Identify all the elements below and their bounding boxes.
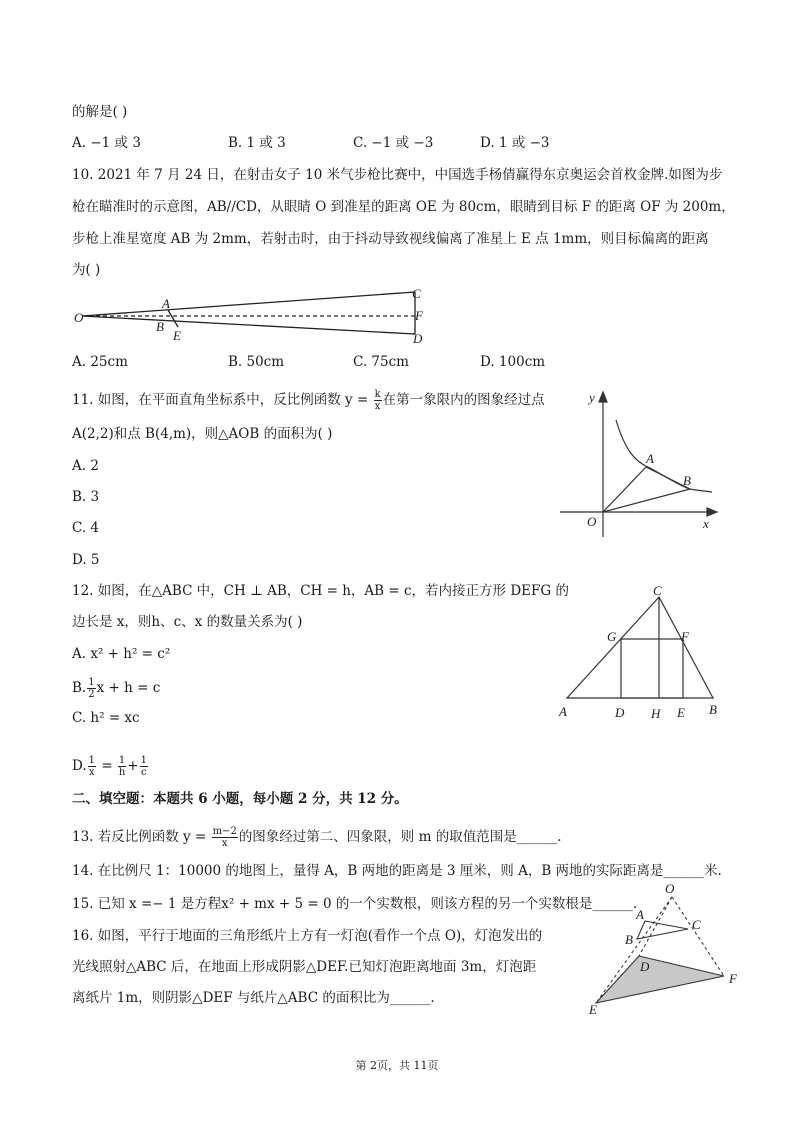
q11-suffix: 在第一象限内的图象经过点 (382, 392, 545, 408)
label-C: C (412, 286, 421, 301)
q11-option-b: B. 3 (72, 489, 100, 505)
label-E: E (589, 1002, 597, 1017)
frac-num: m−2 (212, 826, 237, 837)
equals: = (101, 758, 113, 774)
label-H: H (651, 706, 661, 721)
q11-option-a: A. 2 (72, 458, 99, 474)
q10-line: 10. 2021 年 7 月 24 日，在射击女子 10 米气步枪比赛中，中国选手杨倩赢得东京奥运会首枚金牌.如图为步 (72, 167, 723, 183)
q16-line: 16. 如图，平行于地面的三角形纸片上方有一灯泡(看作一个点 O)，灯泡发出的 (72, 928, 543, 944)
label-E: E (173, 328, 181, 343)
q12-triangle-diagram (567, 597, 713, 698)
frac-num: 1 (140, 755, 147, 766)
q10-rifle-diagram (82, 292, 415, 334)
label-B: B (625, 932, 633, 947)
q12-line2: 边长是 x，则h、c、x 的数量关系为( ) (72, 614, 303, 630)
label-A: A (636, 907, 644, 922)
frac-num: 1 (118, 755, 126, 766)
frac-den: h (118, 767, 126, 778)
q11-coordinate-diagram (560, 392, 717, 537)
q16-line: 光线照射△ABC 后，在地面上形成阴影△DEF.已知灯泡距离地面 3m，灯泡距 (72, 959, 537, 975)
q11-line2: A(2,2)和点 B(4,m)，则△AOB 的面积为( ) (72, 426, 333, 442)
label-E: E (677, 705, 685, 720)
label-A: A (162, 296, 170, 311)
q12-option-c: C. h² = xc (72, 710, 140, 726)
frac-num: 1 (88, 677, 95, 688)
q10-option-a: A. 25cm (72, 354, 128, 370)
label-C: C (653, 583, 662, 598)
q14-line: 14. 在比例尺 1：10000 的地图上，量得 A，B 两地的距离是 3 厘米，则 A，B 两地的实际距离是______米. (72, 863, 722, 879)
opt-label: B. (72, 680, 87, 696)
label-A: A (646, 451, 654, 466)
q13-suffix: 的图象经过第二、四象限，则 m 的取值范围是______. (238, 829, 562, 845)
frac-den: x (89, 767, 95, 778)
label-D: D (615, 705, 625, 720)
q11-option-d: D. 5 (72, 552, 100, 568)
q9-option-b: B. 1 或 3 (228, 135, 286, 151)
q15-line: 15. 已知 x =− 1 是方程x² + mx + 5 = 0 的一个实数根，则该方程的另一个实数根是______. (72, 896, 638, 912)
label-G: G (607, 629, 617, 644)
label-F: F (681, 629, 689, 644)
q10-line: 步枪上准星宽度 AB 为 2mm，若射击时，由于抖动导致视线偏离了准星上 E 点 1mm，则目标偏离的距离 (72, 231, 709, 247)
page-footer: 第 2页，共 11页 (355, 1059, 439, 1072)
q12-option-a: A. x² + h² = c² (72, 646, 171, 662)
plus: + (127, 758, 139, 774)
q9-stem-tail: 的解是( ) (72, 104, 128, 120)
frac-den: c (140, 767, 147, 778)
frac-num: 1 (88, 755, 96, 766)
label-D: D (413, 331, 423, 346)
q13-prefix: 13. 若反比例函数 y = (72, 829, 211, 845)
label-O: O (587, 514, 597, 529)
q10-option-b: B. 50cm (228, 354, 285, 370)
label-B: B (709, 702, 717, 717)
label-y: y (589, 390, 595, 405)
q12-line1: 12. 如图，在△ABC 中，CH ⊥ AB，CH = h，AB = c，若内接正方形 DEFG 的 (72, 583, 569, 599)
label-F: F (729, 971, 737, 986)
label-B: B (683, 473, 691, 488)
q9-option-c: C. −1 或 −3 (353, 135, 434, 151)
q11-prefix: 11. 如图，在平面直角坐标系中，反比例函数 y = (72, 392, 373, 408)
q16-line: 离纸片 1m，则阴影△DEF 与纸片△ABC 的面积比为______. (72, 990, 435, 1006)
opt-label: D. (72, 758, 87, 774)
frac-den: x (221, 838, 228, 849)
q16-shadow-diagram (596, 897, 724, 1003)
section-heading: 二、填空题：本题共 6 小题，每小题 2 分，共 12 分。 (72, 791, 408, 807)
q11-option-c: C. 4 (72, 520, 100, 536)
frac-num: k (374, 389, 381, 400)
label-B: B (156, 319, 164, 334)
label-A: A (559, 704, 567, 719)
frac-den: 2 (88, 689, 95, 700)
q10-option-c: C. 75cm (353, 354, 409, 370)
label-C: C (692, 917, 701, 932)
label-O: O (665, 881, 675, 896)
label-O: O (74, 310, 84, 325)
q10-line: 枪在瞄准时的示意图，AB//CD，从眼睛 O 到准星的距离 OE 为 80cm，眼睛到目标 F 的距离 OF 为 200m， (72, 199, 735, 215)
q10-line: 为( ) (72, 262, 101, 278)
label-x: x (703, 516, 709, 531)
q9-option-d: D. 1 或 −3 (480, 135, 550, 151)
q9-option-a: A. −1 或 3 (72, 135, 141, 151)
opt-expr: x + h = c (96, 680, 161, 696)
label-D: D (640, 959, 650, 974)
frac-den: x (374, 401, 381, 412)
q10-option-d: D. 100cm (480, 354, 546, 370)
label-F: F (415, 308, 423, 323)
